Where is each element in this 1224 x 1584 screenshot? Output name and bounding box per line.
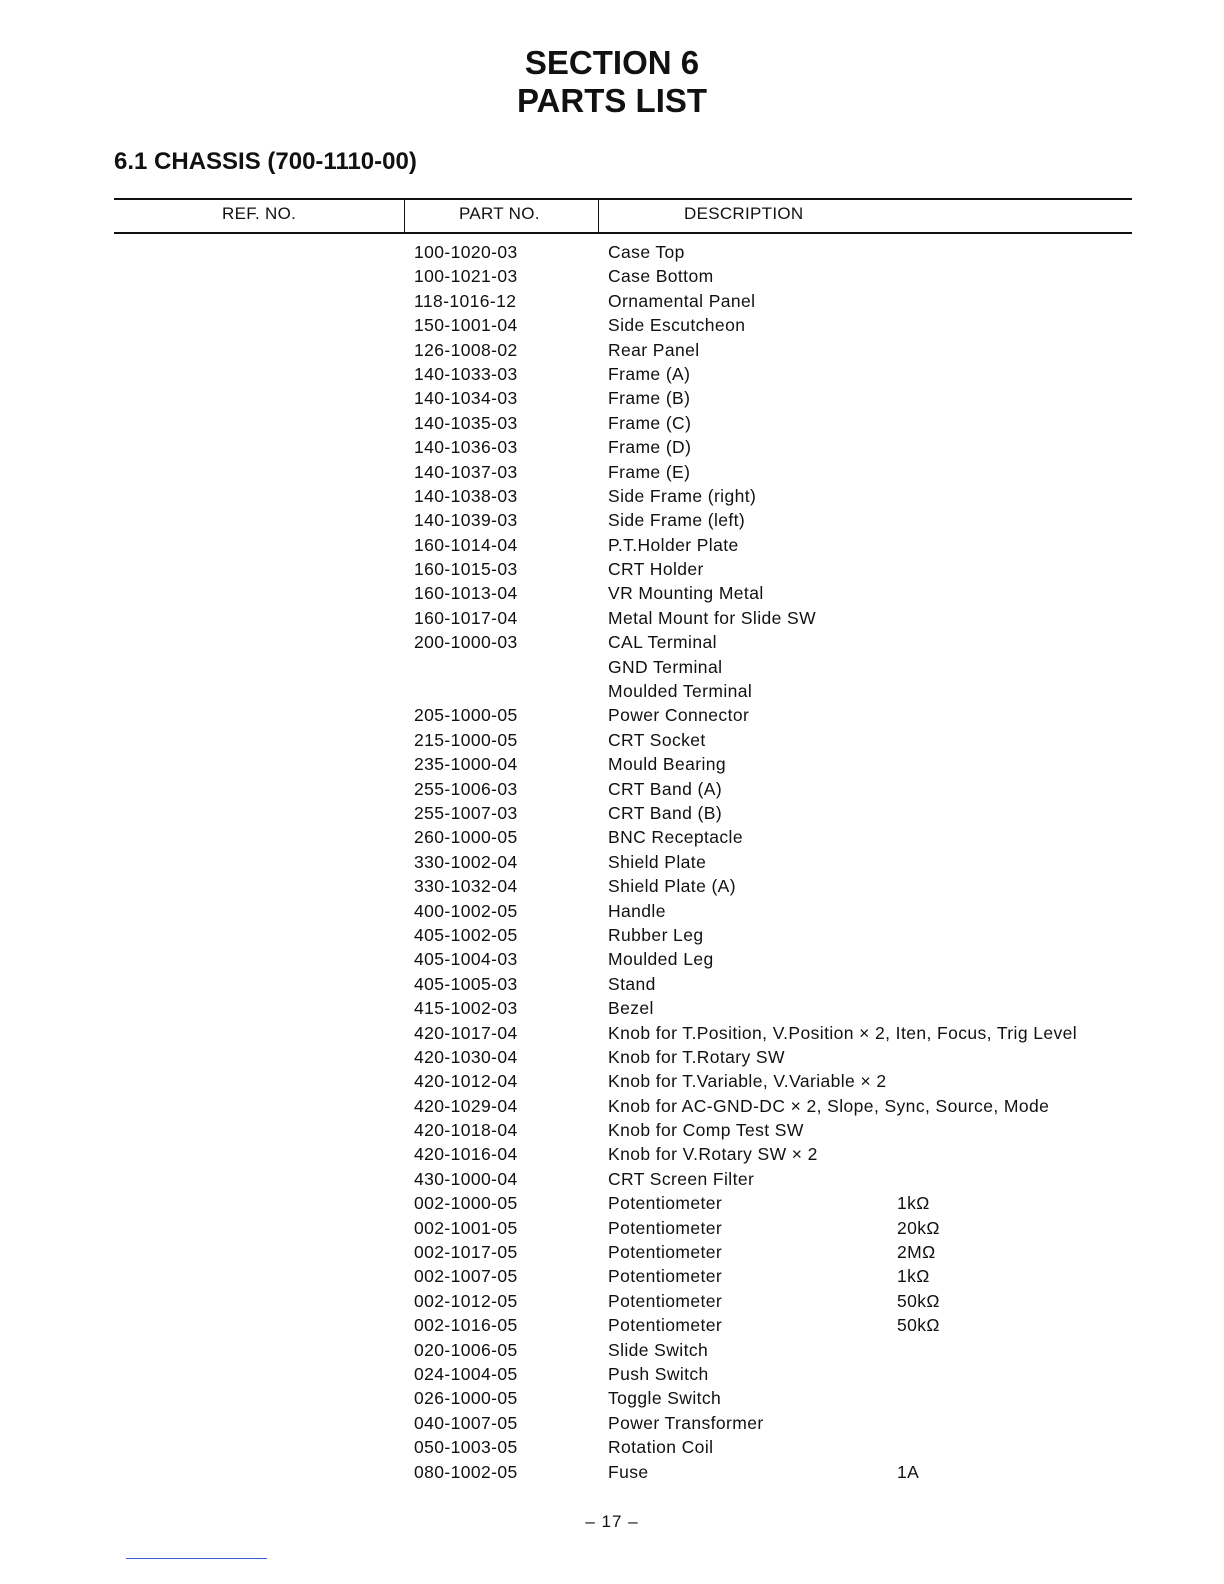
table-row — [0, 996, 1224, 1020]
description-cell: GND Terminal — [608, 656, 723, 677]
value-cell: 1kΩ — [897, 1193, 930, 1214]
description-cell: Slide Switch — [608, 1339, 709, 1360]
description-cell: Case Top — [608, 242, 685, 262]
part-no-cell: 330-1032-04 — [414, 876, 518, 897]
table-row — [0, 240, 1224, 264]
table-row — [0, 460, 1224, 484]
description-cell: Toggle Switch — [608, 1388, 722, 1409]
table-row — [0, 508, 1224, 532]
col-divider — [404, 199, 405, 233]
part-no-cell: 002-1017-05 — [414, 1242, 518, 1263]
part-no-cell: 100-1020-03 — [414, 242, 518, 262]
part-no-cell: 140-1037-03 — [414, 461, 518, 482]
value-cell: 1kΩ — [897, 1266, 930, 1287]
description-cell: Fuse — [608, 1461, 649, 1482]
part-no-cell: 140-1038-03 — [414, 485, 518, 506]
value-cell: 20kΩ — [897, 1217, 940, 1238]
description-cell: Potentiometer — [608, 1193, 723, 1214]
part-no-cell: 140-1033-03 — [414, 363, 518, 384]
part-no-cell: 150-1001-04 — [414, 315, 518, 336]
part-no-cell: 080-1002-05 — [414, 1461, 518, 1482]
description-cell: Side Escutcheon — [608, 315, 746, 336]
description-cell: Handle — [608, 900, 666, 921]
description-cell: P.T.Holder Plate — [608, 534, 739, 555]
table-row — [0, 1362, 1224, 1386]
description-cell: Power Transformer — [608, 1412, 764, 1433]
part-no-cell: 024-1004-05 — [414, 1363, 518, 1384]
table-row — [0, 679, 1224, 703]
description-cell: Mould Bearing — [608, 754, 727, 775]
part-no-cell: 420-1018-04 — [414, 1120, 518, 1141]
part-no-cell: 026-1000-05 — [414, 1388, 518, 1409]
part-no-cell: 400-1002-05 — [414, 900, 518, 921]
part-no-cell: 260-1000-05 — [414, 827, 518, 848]
table-row — [0, 411, 1224, 435]
table-row — [0, 484, 1224, 508]
part-no-cell: 420-1016-04 — [414, 1144, 518, 1165]
part-no-cell: 140-1036-03 — [414, 437, 518, 458]
part-no-cell: 040-1007-05 — [414, 1412, 518, 1433]
part-no-cell: 255-1007-03 — [414, 802, 518, 823]
description-cell: Bezel — [608, 998, 654, 1019]
description-cell: Moulded Leg — [608, 949, 714, 970]
table-row — [0, 899, 1224, 923]
table-row — [0, 703, 1224, 727]
description-cell: CAL Terminal — [608, 632, 717, 653]
table-row — [0, 338, 1224, 362]
part-no-cell: 160-1017-04 — [414, 607, 518, 628]
table-row — [0, 1021, 1224, 1045]
description-cell: Side Frame (right) — [608, 485, 757, 506]
table-row — [0, 777, 1224, 801]
part-no-cell: 420-1029-04 — [414, 1095, 518, 1116]
description-cell: Potentiometer — [608, 1242, 723, 1263]
table-row — [0, 801, 1224, 825]
table-row — [0, 630, 1224, 654]
description-cell: VR Mounting Metal — [608, 583, 764, 604]
table-row — [0, 386, 1224, 410]
part-no-cell: 205-1000-05 — [414, 705, 518, 726]
table-row — [0, 1069, 1224, 1093]
description-cell: Knob for AC-GND-DC × 2, Slope, Sync, Source, Mode — [608, 1095, 1050, 1116]
table-row — [0, 1460, 1224, 1484]
table-row — [0, 1240, 1224, 1264]
table-row — [0, 1313, 1224, 1337]
description-cell: CRT Band (B) — [608, 802, 723, 823]
table-row — [0, 581, 1224, 605]
part-no-cell: 020-1006-05 — [414, 1339, 518, 1360]
description-cell: CRT Holder — [608, 559, 704, 580]
value-cell: 2MΩ — [897, 1242, 936, 1263]
footer-rule — [126, 1558, 267, 1559]
description-cell: CRT Band (A) — [608, 778, 723, 799]
part-no-cell: 405-1005-03 — [414, 973, 518, 994]
table-row — [0, 435, 1224, 459]
table-row — [0, 1118, 1224, 1142]
description-cell: Knob for T.Position, V.Position × 2, Iten, Focus, Trig Level — [608, 1022, 1078, 1043]
description-cell: Shield Plate — [608, 851, 707, 872]
description-cell: Moulded Terminal — [608, 681, 753, 702]
table-row — [0, 1094, 1224, 1118]
section-number: SECTION 6 — [524, 44, 700, 81]
table-row — [0, 947, 1224, 971]
description-cell: Potentiometer — [608, 1217, 723, 1238]
table-row — [0, 850, 1224, 874]
table-row — [0, 362, 1224, 386]
value-cell: 50kΩ — [897, 1290, 940, 1311]
value-cell: 1A — [897, 1461, 920, 1482]
part-no-cell: 405-1004-03 — [414, 949, 518, 970]
table-row — [0, 655, 1224, 679]
table-row — [0, 728, 1224, 752]
table-row — [0, 557, 1224, 581]
part-no-cell: 002-1000-05 — [414, 1193, 518, 1214]
part-no-cell: 140-1034-03 — [414, 388, 518, 409]
table-row — [0, 264, 1224, 288]
part-no-cell: 420-1017-04 — [414, 1022, 518, 1043]
table-row — [0, 1045, 1224, 1069]
table-row — [0, 1338, 1224, 1362]
part-no-cell: 215-1000-05 — [414, 729, 518, 750]
description-cell: Frame (A) — [608, 363, 691, 384]
table-row — [0, 874, 1224, 898]
table-header-rule — [114, 232, 1132, 234]
part-no-cell: 002-1001-05 — [414, 1217, 518, 1238]
table-row — [0, 1216, 1224, 1240]
parts-table-body — [0, 240, 1224, 1484]
part-no-cell: 420-1012-04 — [414, 1071, 518, 1092]
description-cell: Knob for T.Variable, V.Variable × 2 — [608, 1071, 887, 1092]
table-row — [0, 1167, 1224, 1191]
table-row — [0, 313, 1224, 337]
table-row — [0, 825, 1224, 849]
description-cell: Stand — [608, 973, 656, 994]
part-no-cell: 126-1008-02 — [414, 339, 518, 360]
table-row — [0, 533, 1224, 557]
description-cell: Shield Plate (A) — [608, 876, 736, 897]
col-divider — [598, 199, 599, 233]
description-cell: Potentiometer — [608, 1266, 723, 1287]
description-cell: Ornamental Panel — [608, 290, 756, 311]
part-no-cell: 002-1016-05 — [414, 1315, 518, 1336]
table-row — [0, 1264, 1224, 1288]
col-header-ref: REF. NO. — [222, 204, 297, 223]
description-cell: Push Switch — [608, 1363, 709, 1384]
part-no-cell: 160-1014-04 — [414, 534, 518, 555]
part-no-cell: 255-1006-03 — [414, 778, 518, 799]
table-row — [0, 1289, 1224, 1313]
description-cell: CRT Socket — [608, 729, 706, 750]
description-cell: Power Connector — [608, 705, 750, 726]
description-cell: Side Frame (left) — [608, 510, 746, 531]
description-cell: Frame (D) — [608, 437, 692, 458]
value-cell: 50kΩ — [897, 1315, 940, 1336]
section-heading — [0, 44, 1224, 120]
part-no-cell: 140-1039-03 — [414, 510, 518, 531]
part-no-cell: 430-1000-04 — [414, 1168, 518, 1189]
description-cell: BNC Receptacle — [608, 827, 743, 848]
description-cell: Rear Panel — [608, 339, 700, 360]
table-row — [0, 1411, 1224, 1435]
description-cell: Frame (B) — [608, 388, 691, 409]
table-row — [0, 972, 1224, 996]
col-header-part: PART NO. — [459, 204, 540, 223]
table-row — [0, 1435, 1224, 1459]
description-cell: Potentiometer — [608, 1290, 723, 1311]
part-no-cell: 160-1015-03 — [414, 559, 518, 580]
part-no-cell: 002-1007-05 — [414, 1266, 518, 1287]
description-cell: Knob for Comp Test SW — [608, 1120, 804, 1141]
subsection-title: 6.1 CHASSIS (700-1110-00) — [114, 148, 417, 175]
description-cell: Frame (E) — [608, 461, 691, 482]
part-no-cell: 415-1002-03 — [414, 998, 518, 1019]
part-no-cell: 160-1013-04 — [414, 583, 518, 604]
description-cell: Rubber Leg — [608, 924, 704, 945]
table-row — [0, 923, 1224, 947]
table-row — [0, 289, 1224, 313]
description-cell: Metal Mount for Slide SW — [608, 607, 817, 628]
table-top-rule — [114, 198, 1132, 200]
part-no-cell: 420-1030-04 — [414, 1046, 518, 1067]
part-no-cell: 330-1002-04 — [414, 851, 518, 872]
part-no-cell: 235-1000-04 — [414, 754, 518, 775]
part-no-cell: 405-1002-05 — [414, 924, 518, 945]
section-title: PARTS LIST — [516, 82, 708, 119]
table-row — [0, 1142, 1224, 1166]
part-no-cell: 100-1021-03 — [414, 266, 518, 287]
description-cell: Frame (C) — [608, 412, 692, 433]
page-number: – 17 – — [585, 1512, 639, 1531]
col-header-description: DESCRIPTION — [684, 204, 804, 223]
description-cell: Case Bottom — [608, 266, 714, 287]
description-cell: CRT Screen Filter — [608, 1168, 755, 1189]
table-row — [0, 1386, 1224, 1410]
part-no-cell: 050-1003-05 — [414, 1437, 518, 1458]
description-cell: Potentiometer — [608, 1315, 723, 1336]
part-no-cell: 200-1000-03 — [414, 632, 518, 653]
description-cell: Knob for T.Rotary SW — [608, 1046, 785, 1067]
description-cell: Rotation Coil — [608, 1437, 714, 1458]
part-no-cell: 118-1016-12 — [414, 290, 517, 311]
part-no-cell: 140-1035-03 — [414, 412, 518, 433]
description-cell: Knob for V.Rotary SW × 2 — [608, 1144, 818, 1165]
table-row — [0, 1191, 1224, 1215]
table-row — [0, 606, 1224, 630]
table-row — [0, 752, 1224, 776]
part-no-cell: 002-1012-05 — [414, 1290, 518, 1311]
